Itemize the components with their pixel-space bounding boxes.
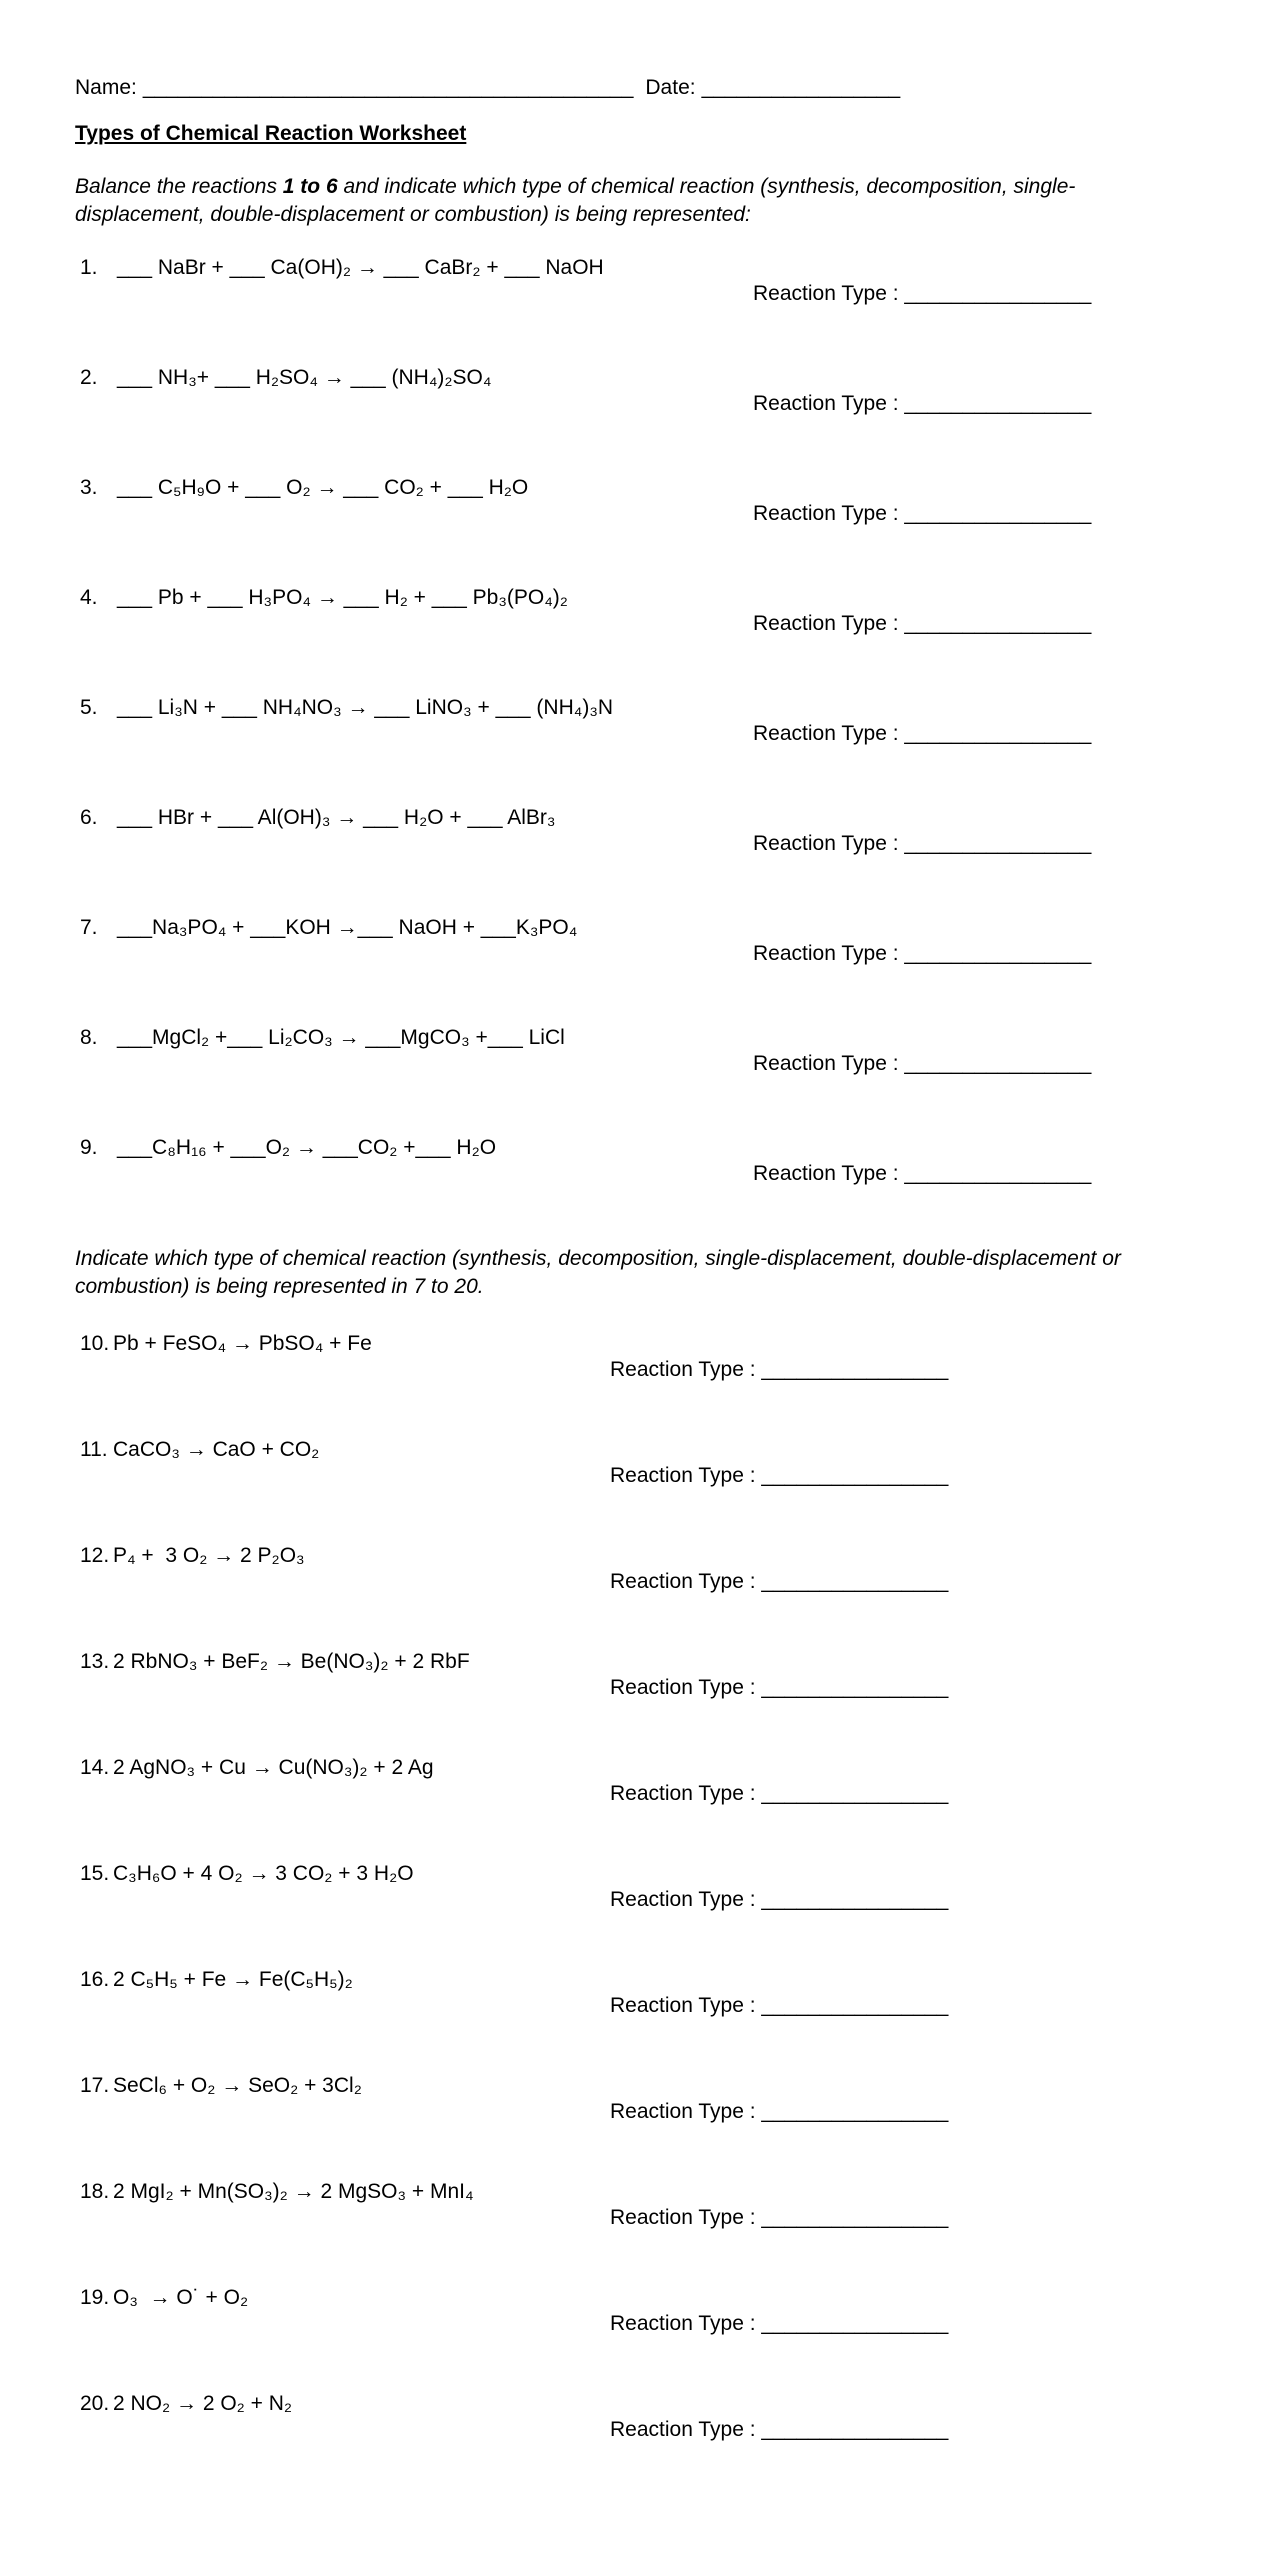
worksheet-row-13: [75, 1649, 1200, 1727]
reaction-type-blank: ________________: [761, 2312, 949, 2335]
chemical-equation: ___ Li₃N + ___ NH₄NO₃ → ___ LiNO₃ + ___ (NH₄)₃N: [117, 696, 614, 719]
answer-cell: [718, 365, 1091, 443]
chemical-equation: ___ NH₃+ ___ H₂SO₄ → ___ (NH₄)₂SO₄: [117, 366, 492, 389]
reaction-type-blank: ________________: [904, 1162, 1092, 1185]
answer-cell: [718, 585, 1091, 663]
answer-cell: [718, 1025, 1091, 1103]
reaction-type-label: Reaction Type :: [610, 1782, 762, 1805]
reaction-type-label: Reaction Type :: [753, 392, 905, 415]
instructions-balance: [75, 173, 1200, 229]
item-number: 12.: [80, 1544, 110, 1567]
reaction-type-label: Reaction Type :: [610, 1358, 762, 1381]
chemical-equation: ___MgCl₂ +___ Li₂CO₃ → ___MgCO₃ +___ LiCl: [117, 1026, 565, 1049]
answer-cell: [718, 255, 1091, 333]
chemical-equation: SeCl₆ + O₂ → SeO₂ + 3Cl₂: [113, 2074, 362, 2097]
worksheet-row-5: [75, 695, 1200, 773]
reaction-type-label: Reaction Type :: [753, 722, 905, 745]
date-label: Date:: [645, 76, 696, 99]
item-number: 2.: [80, 366, 98, 389]
reaction-type-blank: ________________: [904, 612, 1092, 635]
chemical-equation: ___Na₃PO₄ + ___KOH →___ NaOH + ___K₃PO₄: [117, 916, 578, 939]
reaction-type-label: Reaction Type :: [610, 1464, 762, 1487]
item-number: 3.: [80, 476, 98, 499]
reaction-type-blank: ________________: [904, 832, 1092, 855]
item-number: 1.: [80, 256, 98, 279]
reaction-type-label: Reaction Type :: [610, 1676, 762, 1699]
equation-cell: [80, 1331, 575, 1357]
reaction-type-blank: ________________: [761, 1358, 949, 1381]
reaction-type-label: Reaction Type :: [610, 1888, 762, 1911]
reaction-type-blank: ________________: [904, 392, 1092, 415]
reaction-type-blank: ________________: [761, 1464, 949, 1487]
answer-cell: [718, 805, 1091, 883]
reaction-type-blank: ________________: [761, 2206, 949, 2229]
equation-cell: [80, 255, 718, 281]
worksheet-row-16: [75, 1967, 1200, 2045]
equation-cell: [80, 365, 718, 391]
answer-cell: [575, 1861, 948, 1939]
worksheet-row-1: [75, 255, 1200, 333]
equation-cell: [80, 475, 718, 501]
worksheet-row-12: [75, 1543, 1200, 1621]
equation-cell: [80, 2391, 575, 2417]
worksheet-row-19: [75, 2285, 1200, 2363]
answer-cell: [575, 2285, 948, 2363]
instructions-range: 1 to 6: [282, 175, 338, 198]
chemical-equation: 2 RbNO₃ + BeF₂ → Be(NO₃)₂ + 2 RbF: [113, 1650, 470, 1673]
equation-cell: [80, 585, 718, 611]
instructions-pre: Balance the reactions: [75, 175, 283, 198]
item-number: 6.: [80, 806, 98, 829]
chemical-equation: P₄ + 3 O₂ → 2 P₂O₃: [113, 1544, 305, 1567]
instructions-post: and indicate which type of chemical reaction (synthesis, decomposition, single-displacement, double-displacement or combustion) is being represented:: [75, 175, 1076, 226]
answer-cell: [575, 2391, 948, 2469]
equation-cell: [80, 2285, 575, 2311]
reaction-type-label: Reaction Type :: [753, 612, 905, 635]
reaction-type-label: Reaction Type :: [753, 282, 905, 305]
equation-cell: [80, 1543, 575, 1569]
item-number: 4.: [80, 586, 98, 609]
reaction-type-blank: ________________: [904, 502, 1092, 525]
worksheet-row-14: [75, 1755, 1200, 1833]
equation-cell: [80, 1755, 575, 1781]
chemical-equation: ___ NaBr + ___ Ca(OH)₂ → ___ CaBr₂ + ___ NaOH: [117, 256, 604, 279]
worksheet-row-20: [75, 2391, 1200, 2469]
answer-cell: [575, 2179, 948, 2257]
equation-cell: [80, 1649, 575, 1675]
item-number: 17.: [80, 2074, 110, 2097]
chemical-equation: CaCO₃ → CaO + CO₂: [113, 1438, 320, 1461]
worksheet-row-8: [75, 1025, 1200, 1103]
reaction-type-blank: ________________: [761, 1888, 949, 1911]
equation-cell: [80, 2179, 575, 2205]
worksheet-row-18: [75, 2179, 1200, 2257]
item-number: 9.: [80, 1136, 98, 1159]
date-blank: _________________: [701, 76, 901, 99]
worksheet-row-7: [75, 915, 1200, 993]
worksheet-row-10: [75, 1331, 1200, 1409]
reaction-type-label: Reaction Type :: [753, 1052, 905, 1075]
worksheet-row-15: [75, 1861, 1200, 1939]
answer-cell: [718, 475, 1091, 553]
page-title: Types of Chemical Reaction Worksheet: [75, 122, 467, 145]
reaction-type-blank: ________________: [761, 2100, 949, 2123]
item-number: 5.: [80, 696, 98, 719]
item-number: 8.: [80, 1026, 98, 1049]
chemical-equation: 2 MgI₂ + Mn(SO₃)₂ → 2 MgSO₃ + MnI₄: [113, 2180, 474, 2203]
equation-cell: [80, 1135, 718, 1161]
reaction-type-label: Reaction Type :: [610, 2418, 762, 2441]
worksheet-row-9: [75, 1135, 1200, 1213]
reaction-type-label: Reaction Type :: [753, 832, 905, 855]
answer-cell: [575, 2073, 948, 2151]
reaction-type-label: Reaction Type :: [610, 1570, 762, 1593]
answer-cell: [575, 1543, 948, 1621]
worksheet-row-6: [75, 805, 1200, 883]
answer-cell: [575, 1437, 948, 1515]
equation-cell: [80, 1025, 718, 1051]
item-number: 7.: [80, 916, 98, 939]
item-number: 19.: [80, 2286, 110, 2309]
reaction-type-blank: ________________: [761, 1570, 949, 1593]
chemical-equation: 2 AgNO₃ + Cu → Cu(NO₃)₂ + 2 Ag: [113, 1756, 434, 1779]
equation-cell: [80, 695, 718, 721]
item-number: 15.: [80, 1862, 110, 1885]
answer-cell: [718, 695, 1091, 773]
name-date-row: [75, 75, 1200, 101]
reaction-type-label: Reaction Type :: [610, 1994, 762, 2017]
worksheet-row-4: [75, 585, 1200, 663]
chemical-equation: O₃ → O˙ + O₂: [113, 2286, 249, 2309]
worksheet-row-3: [75, 475, 1200, 553]
reaction-type-label: Reaction Type :: [753, 942, 905, 965]
equation-cell: [80, 1967, 575, 1993]
reaction-type-blank: ________________: [904, 942, 1092, 965]
equation-cell: [80, 915, 718, 941]
chemical-equation: ___ HBr + ___ Al(OH)₃ → ___ H₂O + ___ AlBr₃: [117, 806, 556, 829]
equation-cell: [80, 2073, 575, 2099]
equation-cell: [80, 1861, 575, 1887]
item-number: 14.: [80, 1756, 110, 1779]
chemical-equation: 2 NO₂ → 2 O₂ + N₂: [113, 2392, 293, 2415]
reaction-type-label: Reaction Type :: [753, 1162, 905, 1185]
reaction-type-blank: ________________: [904, 1052, 1092, 1075]
equation-cell: [80, 805, 718, 831]
reaction-type-blank: ________________: [904, 722, 1092, 745]
answer-cell: [575, 1967, 948, 2045]
answer-cell: [718, 915, 1091, 993]
item-number: 20.: [80, 2392, 110, 2415]
worksheet-row-2: [75, 365, 1200, 443]
worksheet-row-11: [75, 1437, 1200, 1515]
reaction-type-label: Reaction Type :: [610, 2206, 762, 2229]
chemical-equation: ___ C₅H₉O + ___ O₂ → ___ CO₂ + ___ H₂O: [117, 476, 529, 499]
answer-cell: [575, 1755, 948, 1833]
chemical-equation: Pb + FeSO₄ → PbSO₄ + Fe: [113, 1332, 372, 1355]
chemical-equation: C₃H₆O + 4 O₂ → 3 CO₂ + 3 H₂O: [113, 1862, 414, 1885]
item-number: 16.: [80, 1968, 110, 1991]
reaction-type-blank: ________________: [904, 282, 1092, 305]
name-label: Name:: [75, 76, 137, 99]
answer-cell: [575, 1331, 948, 1409]
reaction-type-label: Reaction Type :: [610, 2100, 762, 2123]
item-number: 18.: [80, 2180, 110, 2203]
reaction-type-blank: ________________: [761, 1994, 949, 2017]
answer-cell: [575, 1649, 948, 1727]
reaction-type-label: Reaction Type :: [610, 2312, 762, 2335]
answer-cell: [718, 1135, 1091, 1213]
chemical-equation: ___C₈H₁₆ + ___O₂ → ___CO₂ +___ H₂O: [117, 1136, 497, 1159]
reaction-type-blank: ________________: [761, 1782, 949, 1805]
reaction-type-label: Reaction Type :: [753, 502, 905, 525]
item-number: 10.: [80, 1332, 110, 1355]
chemical-equation: ___ Pb + ___ H₃PO₄ → ___ H₂ + ___ Pb₃(PO₄)₂: [117, 586, 568, 609]
item-number: 13.: [80, 1650, 110, 1673]
reaction-type-blank: ________________: [761, 2418, 949, 2441]
name-blank: __________________________________________: [142, 76, 634, 99]
instructions-identify: Indicate which type of chemical reaction (synthesis, decomposition, single-displacement, double-displacement or combustion) is being represented in 7 to 20.: [75, 1247, 1121, 1298]
chemical-equation: 2 C₅H₅ + Fe → Fe(C₅H₅)₂: [113, 1968, 353, 1991]
worksheet-row-17: [75, 2073, 1200, 2151]
reaction-type-blank: ________________: [761, 1676, 949, 1699]
equation-cell: [80, 1437, 575, 1463]
item-number: 11.: [80, 1438, 108, 1461]
